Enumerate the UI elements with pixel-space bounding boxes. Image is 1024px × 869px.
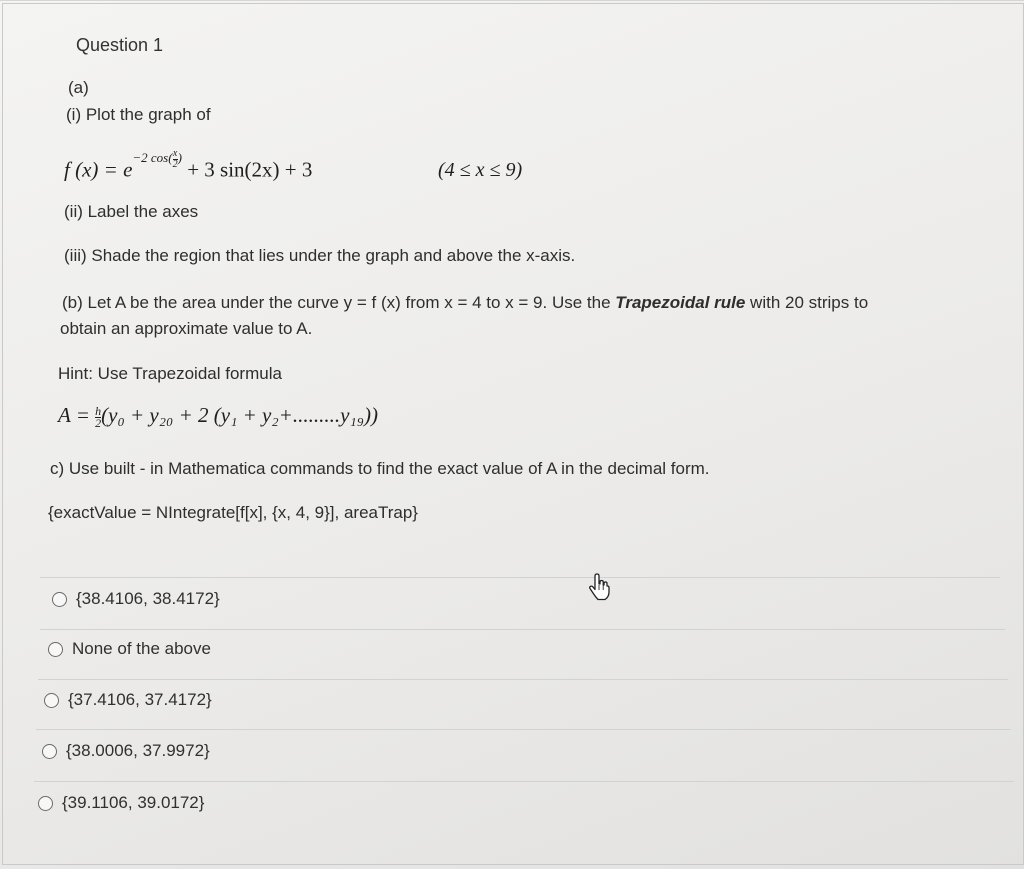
trapezoidal-body: (y₀ + y₂₀ + 2 (y₁ + y₂+.........y₁₉)) [101,403,378,427]
options-divider [40,577,1000,578]
trapezoidal-formula [58,403,378,429]
option-1-label: {38.4106, 38.4172} [76,589,220,608]
option-divider [34,781,1014,782]
option-3[interactable] [44,690,212,710]
exponent-numerator: x [172,148,178,159]
function-formula: f $(x) = e^{-2 cos( \frac{x}{2} )} + 3$ sin(2x) + 3 [64,148,313,182]
radio-empty-icon[interactable] [52,592,67,607]
part-b-text-line2: obtain an approximate value to A. [60,319,313,338]
part-b-text-pre: (b) Let A be the area under the curve y = f (x) from x = 4 to x = 9. Use the [62,293,616,312]
radio-empty-icon[interactable] [48,642,63,657]
part-b-bold-term: Trapezoidal rule [615,293,746,312]
hint-text: Hint: Use Trapezoidal formula [58,364,282,383]
question-title: Question 1 [76,35,164,55]
exponent-denominator: 2 [172,159,178,170]
part-b-text-line1 [62,293,868,313]
part-a-iii-text: (iii) Shade the region that lies under the graph and above the x-axis. [64,246,576,265]
radio-empty-icon[interactable] [42,744,57,759]
radio-empty-icon[interactable] [38,796,53,811]
h-numerator: h [95,403,102,418]
option-5-label: {39.1106, 39.0172} [62,793,205,812]
option-4-label: {38.0006, 37.9972} [66,741,210,760]
option-3-label: {37.4106, 37.4172} [68,690,212,709]
option-5[interactable] [38,793,204,813]
exponent-fraction [173,149,178,170]
option-divider [38,679,1008,680]
option-2[interactable] [48,639,211,659]
formula-rhs: + 3 sin(2x) + 3 [187,157,313,182]
hand-pointer-icon [586,573,612,601]
radio-empty-icon[interactable] [44,693,59,708]
option-divider [40,629,1005,630]
option-4[interactable] [42,741,210,761]
h-denominator: 2 [95,415,102,430]
formula-lhs: f (x) = e [64,157,133,182]
mathematica-code: {exactValue = NIntegrate[f[x], {x, 4, 9}], areaTrap} [48,503,418,522]
part-b-text-post: with 20 strips to [745,293,869,312]
formula-exponent: −2 cos [132,150,169,166]
trapezoidal-lhs: A = [58,403,90,427]
part-c-text: c) Use built - in Mathematica commands to find the exact value of A in the decimal form. [50,459,710,478]
card-frame [2,3,1024,865]
option-divider [36,729,1011,730]
function-domain: (4 ≤ x ≤ 9) [438,159,523,181]
part-a-label: (a) [68,78,89,97]
part-a-ii-text: (ii) Label the axes [64,202,199,221]
part-a-i-text: (i) Plot the graph of [66,105,211,124]
option-2-label: None of the above [72,639,211,658]
option-1[interactable] [52,589,220,609]
